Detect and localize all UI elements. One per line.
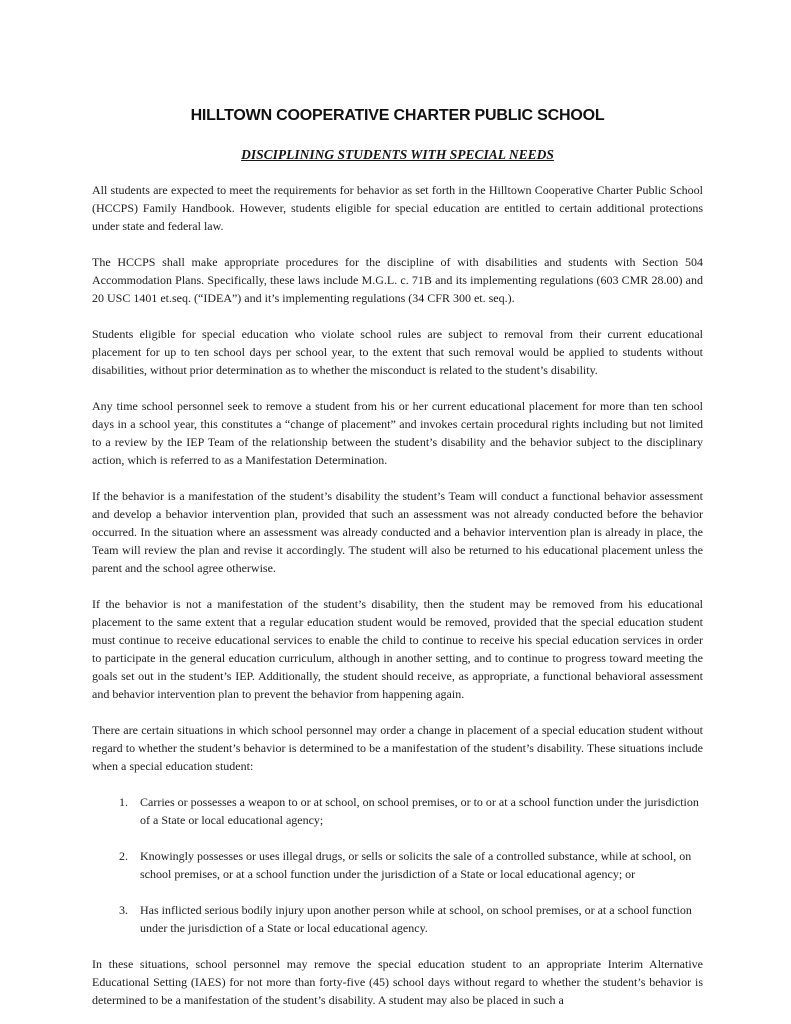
- numbered-list: [92, 793, 703, 937]
- paragraph-6: If the behavior is not a manifestation of the student’s disability, then the student may be removed from his educational placement to the same extent that a regular education student would be removed, provided that the special education student must continue to receive educational services to enable the child to continue to receive his special education services in order to participate in the general education curriculum, although in another setting, and to continue to progress toward meeting the goals set out in the student’s IEP. Additionally, the student should receive, as appropriate, a functional behavioral assessment and behavior intervention plan to prevent the behavior from happening again.: [92, 597, 703, 701]
- list-item-1-number: 1.: [119, 795, 128, 809]
- paragraph-1: All students are expected to meet the requirements for behavior as set forth in the Hilltown Cooperative Charter Public School (HCCPS) Family Handbook. However, students eligible for special education are entitled to certain additional protections under state and federal law.: [92, 183, 703, 233]
- paragraph-2: The HCCPS shall make appropriate procedures for the discipline of with disabilities and students with Section 504 Accommodation Plans. Specifically, these laws include M.G.L. c. 71B and its implementing regulations (603 CMR 28.00) and 20 USC 1401 et.seq. (“IDEA”) and it’s implementing regulations (34 CFR 300 et. seq.).: [92, 255, 703, 305]
- list-item-1: [92, 793, 703, 829]
- list-item-3: [92, 901, 703, 937]
- paragraph-5: If the behavior is a manifestation of the student’s disability the student’s Team will conduct a functional behavior assessment and develop a behavior intervention plan, provided that such an assessment was not already conducted before the behavior occurred. In the situation where an assessment was already conducted and a behavior intervention plan is already in place, the Team will review the plan and revise it accordingly. The student will also be returned to his educational placement unless the parent and the school agree otherwise.: [92, 489, 703, 575]
- document-subtitle: DISCIPLINING STUDENTS WITH SPECIAL NEEDS: [241, 147, 554, 162]
- paragraph-3: Students eligible for special education who violate school rules are subject to removal from their current educational placement for up to ten school days per school year, to the extent that such removal would be applied to students without disabilities, without prior determination as to whether the misconduct is related to the student’s disability.: [92, 327, 703, 377]
- list-item-2: [92, 847, 703, 883]
- closing-paragraph: In these situations, school personnel may remove the special education student to an appropriate Interim Alternative Educational Setting (IAES) for not more than forty-five (45) school days without regard to whether the student’s behavior is determined to be a manifestation of the student’s disability. A student may also be placed in such a: [92, 957, 703, 1007]
- list-item-3-number: 3.: [119, 903, 128, 917]
- document-title: HILLTOWN COOPERATIVE CHARTER PUBLIC SCHOOL: [190, 107, 605, 124]
- list-item-1-text: Carries or possesses a weapon to or at school, on school premises, or to or at a school function under the jurisdiction of a State or local educational agency;: [140, 795, 699, 827]
- list-item-2-number: 2.: [119, 849, 128, 863]
- paragraph-4: Any time school personnel seek to remove a student from his or her current educational placement for more than ten school days in a school year, this constitutes a “change of placement” and invokes certain procedural rights including but not limited to a review by the IEP Team of the relationship between the student’s disability and the behavior subject to the disciplinary action, which is referred to as a Manifestation Determination.: [92, 399, 703, 467]
- list-item-3-text: Has inflicted serious bodily injury upon another person while at school, on school premises, or at a school function under the jurisdiction of a State or local educational agency.: [140, 903, 692, 935]
- list-item-2-text: Knowingly possesses or uses illegal drugs, or sells or solicits the sale of a controlled substance, while at school, on school premises, or at a school function under the jurisdiction of a State or local educational agency; or: [140, 849, 692, 881]
- paragraph-7: There are certain situations in which school personnel may order a change in placement of a special education student without regard to whether the student’s behavior is determined to be a manifestation of the student’s disability. These situations include when a special education student:: [92, 723, 703, 773]
